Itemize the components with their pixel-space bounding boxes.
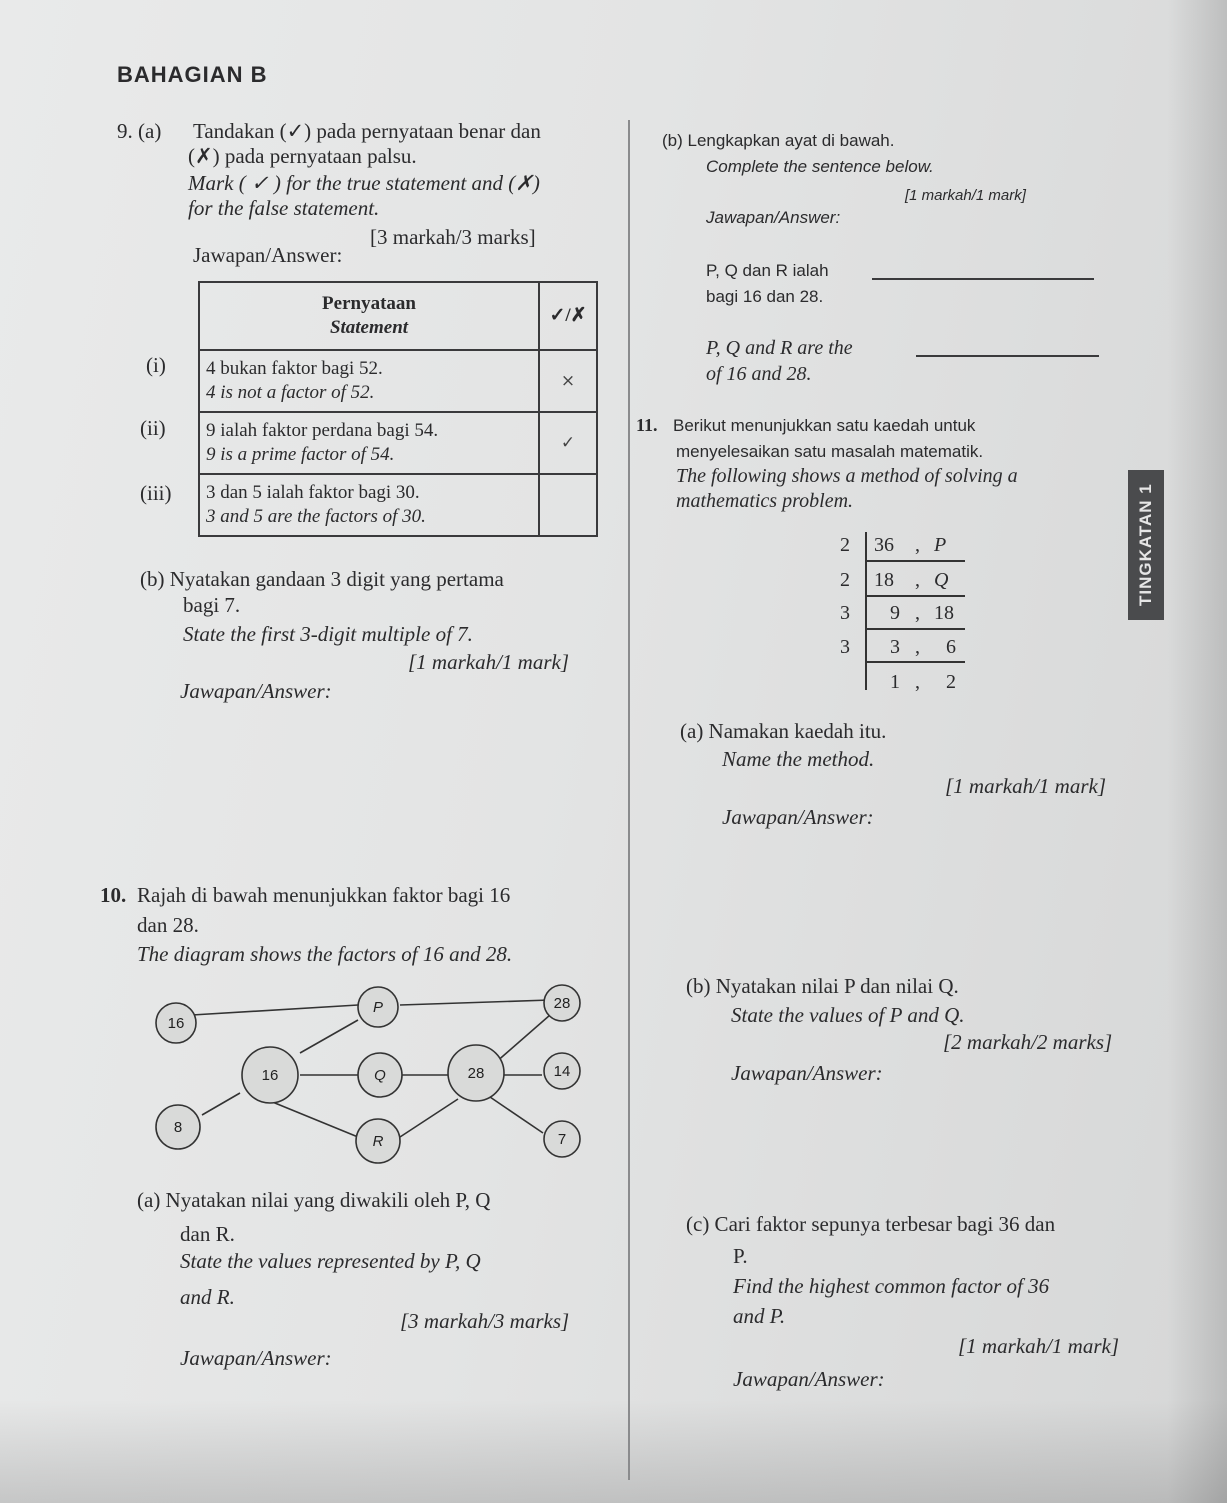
q9rb-answer-label: Jawapan/Answer: <box>706 208 841 227</box>
statement-ms: 9 ialah faktor perdana bagi 54. <box>206 420 439 441</box>
q9b-line3: State the first 3-digit multiple of 7. <box>183 622 473 646</box>
diagram-edge <box>495 1015 550 1063</box>
q10a-answer-label: Jawapan/Answer: <box>180 1346 332 1370</box>
page-shadow <box>1167 0 1227 1503</box>
ladder-vertical-line <box>865 532 867 690</box>
q9a-marks: [3 markah/3 marks] <box>370 225 536 249</box>
factor-diagram <box>140 975 620 1175</box>
node-label: 16 <box>261 1067 279 1084</box>
header-statement-en: Statement <box>329 317 409 338</box>
table-row <box>199 412 597 474</box>
ladder-line <box>865 560 965 562</box>
q11b-marks: [2 markah/2 marks] <box>943 1030 1113 1054</box>
node-label: R <box>372 1133 384 1150</box>
ladder-line <box>865 628 965 630</box>
q9b-marks: [1 markah/1 mark] <box>408 650 569 674</box>
diagram-edge <box>192 1005 358 1015</box>
tingkatan-tab: TINGKATAN 1 <box>1128 470 1164 620</box>
q9a-line2: (✗) pada pernyataan palsu. <box>188 144 417 168</box>
answer-blank-1[interactable] <box>872 278 1094 280</box>
q9b-line2: bagi 7. <box>183 593 241 617</box>
q9rb-ms-1: P, Q dan R ialah <box>706 261 829 280</box>
q9rb-line2: Complete the sentence below. <box>706 157 934 176</box>
table-header-row <box>199 282 597 350</box>
node-label: 28 <box>467 1065 485 1082</box>
column-divider <box>628 120 630 1480</box>
node-label: Q <box>374 1067 386 1084</box>
q11-line2: menyelesaikan satu masalah matematik. <box>676 442 984 461</box>
statement-ms: 3 dan 5 ialah faktor bagi 30. <box>206 482 420 503</box>
q10a-line3: State the values represented by P, Q <box>180 1249 481 1273</box>
q9rb-en-2: of 16 and 28. <box>706 363 812 385</box>
statement-en: 4 is not a factor of 52. <box>206 382 375 403</box>
ladder-separator: , <box>915 602 920 624</box>
answer-blank-2[interactable] <box>916 355 1099 357</box>
ladder-divisor: 2 <box>840 569 850 591</box>
q11a-line2: Name the method. <box>722 747 875 771</box>
q9b-answer-label: Jawapan/Answer: <box>180 679 332 703</box>
ladder-value: 1 <box>890 671 900 693</box>
diagram-edge <box>300 1020 358 1053</box>
q11-number: 11. <box>636 415 658 435</box>
node-label: 8 <box>173 1119 183 1136</box>
header-statement-ms: Pernyataan <box>322 293 416 314</box>
ladder-value: 18 <box>874 569 894 591</box>
q9rb-ms-2: bagi 16 dan 28. <box>706 287 824 306</box>
q9rb-line1: (b) Lengkapkan ayat di bawah. <box>662 131 895 150</box>
ladder-line <box>865 595 965 597</box>
ladder-value: 9 <box>890 602 900 624</box>
q10a-marks: [3 markah/3 marks] <box>400 1309 570 1333</box>
q11c-line4: and P. <box>733 1304 786 1328</box>
ladder-line <box>865 661 965 663</box>
ladder-separator: , <box>915 671 920 693</box>
q11-line1: Berikut menunjukkan satu kaedah untuk <box>673 416 976 435</box>
ladder-value: 2 <box>946 671 956 693</box>
q9a-line1: Tandakan (✓) pada pernyataan benar dan <box>193 119 541 143</box>
ladder-divisor: 3 <box>840 636 850 658</box>
mark-cell[interactable]: × <box>539 350 597 412</box>
header-mark: ✓/✗ <box>539 282 597 350</box>
ladder-value: 6 <box>946 636 956 658</box>
q11c-answer-label: Jawapan/Answer: <box>733 1367 885 1391</box>
q11c-line3: Find the highest common factor of 36 <box>733 1274 1050 1298</box>
diagram-edge <box>400 1099 458 1137</box>
node-label: 16 <box>167 1015 185 1032</box>
ladder-divisor: 2 <box>840 534 850 556</box>
node-label: 14 <box>553 1063 571 1080</box>
statement-en: 3 and 5 are the factors of 30. <box>206 506 426 527</box>
q11a-marks: [1 markah/1 mark] <box>945 774 1106 798</box>
q11-line4: mathematics problem. <box>676 490 854 512</box>
q11a-line1: (a) Namakan kaedah itu. <box>680 719 887 743</box>
q10-line3: The diagram shows the factors of 16 and 28. <box>137 942 513 966</box>
q9a-line3: Mark ( ✓ ) for the true statement and (✗) <box>188 171 540 195</box>
q11b-line1: (b) Nyatakan nilai P dan nilai Q. <box>686 974 959 998</box>
q11b-line2: State the values of P and Q. <box>731 1003 965 1027</box>
row-label-ii: (ii) <box>140 416 166 440</box>
q9rb-en-1: P, Q and R are the <box>706 337 853 359</box>
q9a-line4: for the false statement. <box>188 196 380 220</box>
table-row <box>199 474 597 536</box>
q10-number: 10. <box>100 883 127 907</box>
statement-cell <box>199 474 539 536</box>
ladder-separator: , <box>915 636 920 658</box>
ladder-divisor: 3 <box>840 602 850 624</box>
mark-cell[interactable] <box>539 474 597 536</box>
q11c-marks: [1 markah/1 mark] <box>958 1334 1119 1358</box>
page-bottom-shadow <box>0 1400 1227 1503</box>
diagram-edge <box>490 1097 543 1133</box>
q11b-answer-label: Jawapan/Answer: <box>731 1061 883 1085</box>
diagram-edge <box>400 1000 550 1005</box>
q11c-line1: (c) Cari faktor sepunya terbesar bagi 36 dan <box>686 1212 1056 1236</box>
q9b-line1: (b) Nyatakan gandaan 3 digit yang pertama <box>140 567 504 591</box>
q10a-line1: (a) Nyatakan nilai yang diwakili oleh P, Q <box>137 1188 491 1212</box>
q9rb-marks: [1 markah/1 mark] <box>905 187 1026 204</box>
diagram-edge <box>202 1093 240 1115</box>
q10a-line4: and R. <box>180 1285 235 1309</box>
ladder-value: 36 <box>874 534 894 556</box>
ladder-separator: , <box>915 569 920 591</box>
ladder-value: 3 <box>890 636 900 658</box>
statement-table <box>198 281 598 537</box>
q11-line3: The following shows a method of solving a <box>676 465 1018 487</box>
q11a-answer-label: Jawapan/Answer: <box>722 805 874 829</box>
statement-cell <box>199 412 539 474</box>
header-statement <box>199 282 539 350</box>
ladder-division <box>830 530 990 700</box>
row-label-i: (i) <box>146 353 166 377</box>
q10-line1: Rajah di bawah menunjukkan faktor bagi 16 <box>137 883 511 907</box>
statement-ms: 4 bukan faktor bagi 52. <box>206 358 383 379</box>
q10-line2: dan 28. <box>137 913 199 937</box>
ladder-value: P <box>934 534 947 556</box>
row-label-iii: (iii) <box>140 481 172 505</box>
q9a-answer-label: Jawapan/Answer: <box>193 243 343 267</box>
ladder-value: Q <box>934 569 949 591</box>
node-label: P <box>372 999 384 1016</box>
q10a-line2: dan R. <box>180 1222 235 1246</box>
table-row <box>199 350 597 412</box>
diagram-edge <box>270 1101 358 1137</box>
statement-cell <box>199 350 539 412</box>
mark-cell[interactable]: ✓ <box>539 412 597 474</box>
ladder-value: 18 <box>934 602 954 624</box>
section-title: BAHAGIAN B <box>117 62 268 87</box>
node-label: 7 <box>557 1131 567 1148</box>
q11c-line2: P. <box>733 1244 748 1268</box>
ladder-separator: , <box>915 534 920 556</box>
statement-en: 9 is a prime factor of 54. <box>206 444 395 465</box>
node-label: 28 <box>553 995 571 1012</box>
q9a-number: 9. (a) <box>117 119 162 143</box>
